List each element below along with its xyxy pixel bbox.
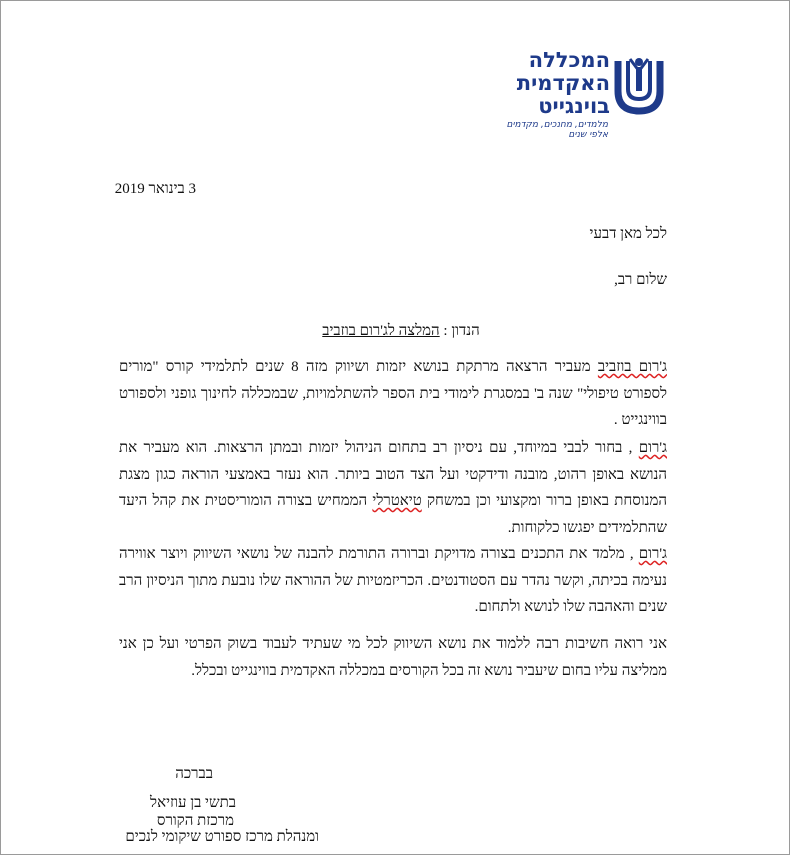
signature-closing: בברכה (175, 766, 213, 782)
paragraph-1-text: מעביר הרצאה מרתקת בנושא יזמות ושיווק מזה 8 שנים לתלמידי קורס "מורים לספורט טיפולי" שנה ב' במסגרת לימודי בית הספר להשתלמויות, שבמכללה לחינוך גופני ולספורט בווינגייט . (119, 359, 667, 428)
logo-tagline-1: מלמדים, מחנכים, מקדמים (506, 120, 608, 130)
paragraph-4-text: אני רואה חשיבות רבה ללמוד את נושא השיווק לכל מי שעתיד לעבוד בשוק הפרטי ועל כן אני ממליצה עליו בחום שיעביר נושא זה בכל הקורסים במכללה האקדמית בווינגייט ובכלל. (119, 636, 667, 679)
logo-line-2: האקדמית (516, 71, 610, 95)
signature-role-1: מרכזת הקורס (156, 813, 234, 829)
paragraph-2-name: ג'רום (638, 440, 667, 456)
paragraph-1 (119, 354, 667, 434)
paragraph-2-text-a: , בחור לבבי במיוחד, עם ניסיון רב בתחום הניהול יזמות ובמתן הרצאות. הוא מעביר את הנושא באופן רהוט, מובנה ודידקטי ועל הצד הטוב ביותר. הוא נעזר באמצעי הוראה כגון מצגת המנוסחת באופן ברור ומקצועי וכן במשחק (119, 440, 667, 509)
signature-name: בתשי בן עוזיאל (150, 795, 236, 811)
logo-tagline-2: אלפי שנים (568, 130, 608, 140)
subject-line (301, 318, 501, 344)
letter-date: 3 בינואר 2019 (114, 181, 196, 197)
wingate-emblem-icon (614, 53, 664, 115)
signature-role-2: ומנהלת מרכז ספורט שיקומי לנכים (125, 829, 319, 845)
logo-line-3: בוינגייט (538, 94, 610, 118)
paragraph-3 (119, 541, 667, 621)
subject-prefix: הנדון : (439, 323, 480, 339)
paragraph-3-text: , מלמד את התכנים בצורה מדויקת וברורה התורמת להבנה של נושאי השיווק ויוצר אווירה נעימה בכיתה, וקשר נהדר עם הסטודנטים. הכריזמטיות של ההוראה שלו נובעת מתוך הניסיון הרב שנים והאהבה שלו לנושא ולתחום. (119, 546, 667, 615)
paragraph-2-text-b: הממחיש בצורה הומוריסטית את קהל היעד שהתלמידים יפגשו כלקוחות. (119, 493, 667, 536)
greeting-line: שלום רב, (614, 272, 667, 288)
subject-text: המלצה לג'רום בוזביב (322, 323, 440, 339)
paragraph-4 (119, 631, 667, 684)
paragraph-2-word: טיאטרלי (372, 493, 422, 509)
paragraph-3-name: ג'רום (638, 546, 667, 562)
college-logo (506, 43, 666, 138)
recipient-line: לכל מאן דבעי (589, 226, 667, 242)
logo-line-1: המכללה (528, 48, 610, 72)
paragraph-2 (119, 435, 667, 541)
paragraph-1-name: ג'רום בוזביב (597, 359, 667, 375)
